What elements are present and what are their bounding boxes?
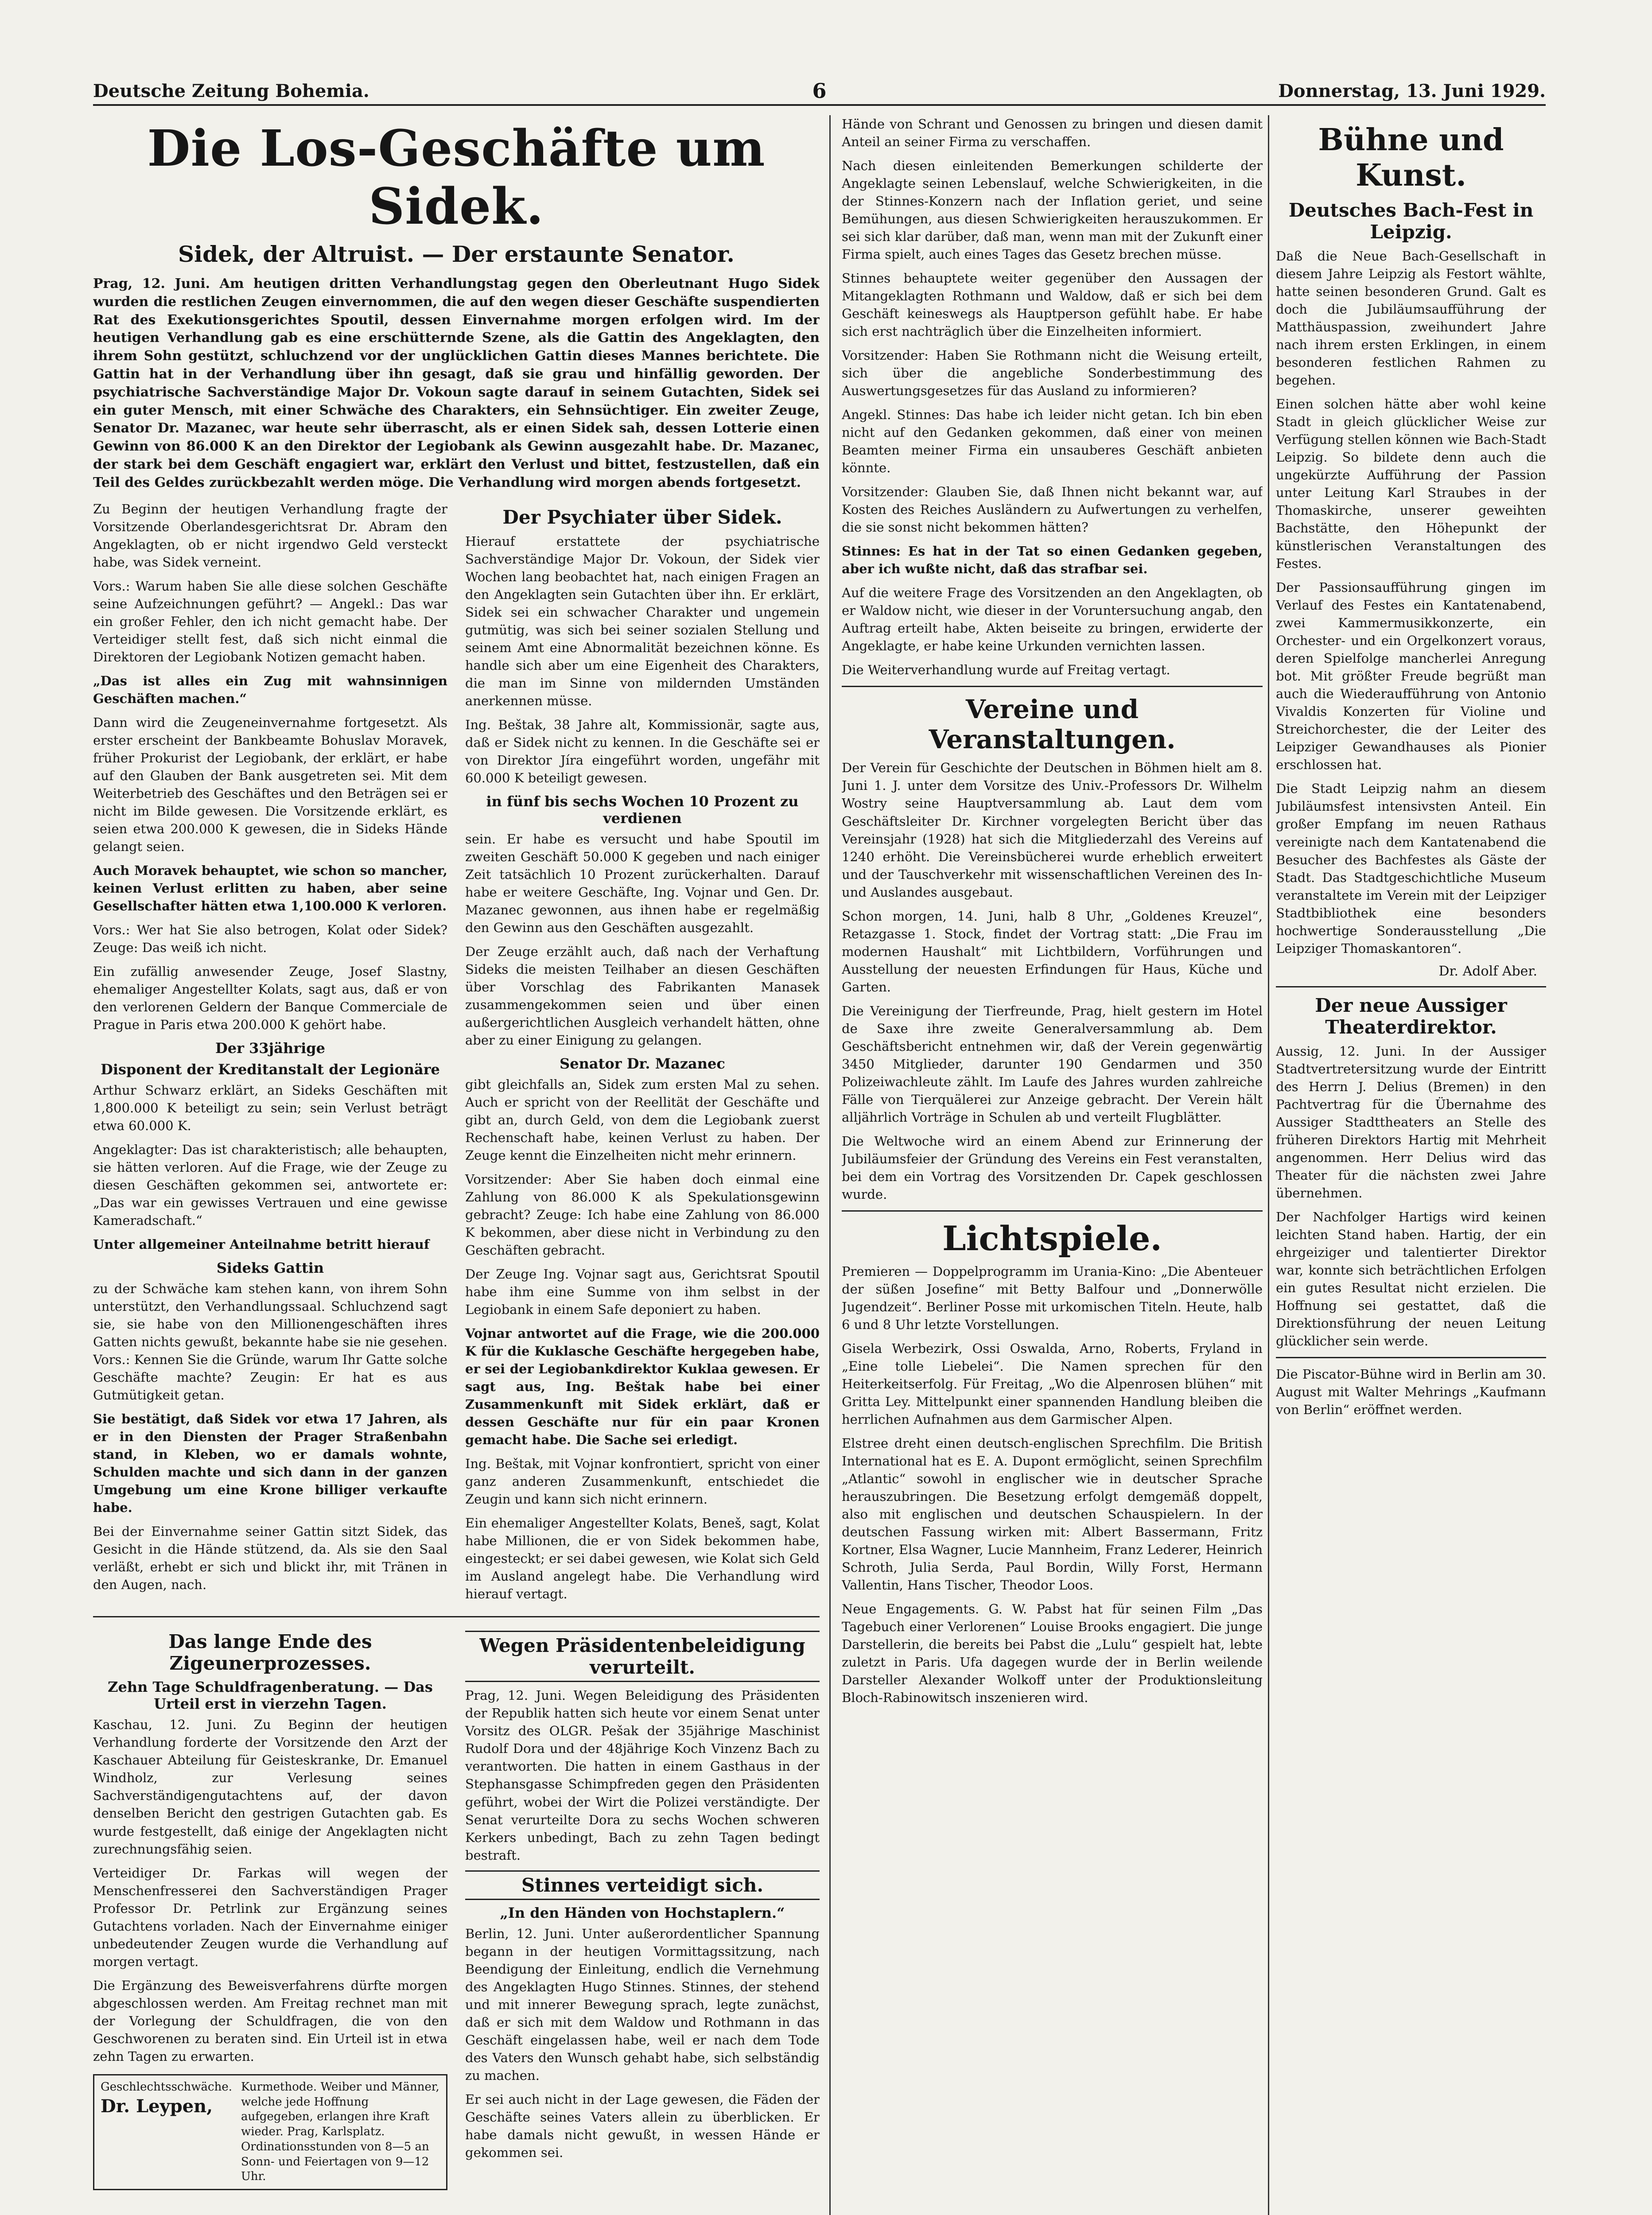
- headline-aussig: Der neue Aussiger Theaterdirektor.: [1315, 994, 1507, 1038]
- ad-title: Dr. Leypen,: [101, 2095, 213, 2117]
- article-paragraph: Die Vereinigung der Tierfreunde, Prag, hielt gestern im Hotel de Saxe ihre zweite Generalversammlung ab. Dem Geschäftsbericht entnehmen wir, daß der Verein gegenwärtig 3450 Mitglieder, darunter 190 Gendarmen und 350 Polizeiwachleute zählt. Im Laufe des Jahres wurden zahlreiche Fälle von Tierquälerei zur Anzeige gebracht. Der Verein hält alljährlich Vorträge in Schulen ab und verteilt Flugblätter.: [842, 1003, 1263, 1125]
- section-heading: Der 33jährige: [215, 1040, 325, 1057]
- headline-praesident: Wegen Präsidentenbeleidigung verurteilt.: [465, 1631, 820, 1682]
- headline-bachfest: Deutsches Bach-Fest in Leipzig.: [1288, 199, 1534, 243]
- section-heading: in fünf bis sechs Wochen 10 Prozent zu verdienen: [486, 793, 799, 827]
- article-paragraph: Hierauf erstattete der psychiatrische Sachverständige Major Dr. Vokoun, der Sidek vier Wochen lang beobachtet hat, nach einigen Fragen an den Angeklagten sein Gutachten über ihn. Er erklärt, Sidek sei ein schwacher Charakter und ungemein gutmütig, was sich bei seiner sozialen Stellung und seinem Amt eine Abnormalität bezeichnen könne. Es handle sich aber um eine Eigenheit des Charakters, die man im Sinne von mildernden Umständen anerkennen müsse.: [465, 533, 820, 708]
- article-paragraph: Premieren — Doppelprogramm im Urania-Kino: „Die Abenteuer der süßen Josefine“ mit Betty Balfour und „Donnerwölle Jugendzeit“. Berliner Posse mit urkomischen Titeln. Heute, halb 6 und 8 Uhr letzte Vorstellungen.: [842, 1263, 1263, 1332]
- sidek-right: [465, 500, 820, 1609]
- article-paragraph: Die Weiterverhandlung wurde auf Freitag vertagt.: [842, 662, 1170, 678]
- article-paragraph: Kaschau, 12. Juni. Zu Beginn der heutigen Verhandlung forderte der Vorsitzende den Arzt der Kaschauer Abteilung für Geisteskranke, Dr. Emanuel Windholz, zur Verlesung seines Sachverständigengutachtens auf, der davon denselben Bericht den gestrigen Gutachten gab. Es wurde festgestellt, daß einige der Angeklagten nicht zurechnungsfähig seien.: [93, 1717, 447, 1857]
- article-paragraph: Einen solchen hätte aber wohl keine Stadt in gleich glücklicher Weise zur Verfügung stellen können wie Bach-Stadt Leipzig. So bildete denn auch die ungekürzte Aufführung der Passion unter Leitung Karl Straubes in der Thomaskirche, unserer geweihten Bachstätte, den Höhepunkt der künstlerischen Veranstaltungen des Festes.: [1276, 396, 1546, 571]
- article-paragraph: Daß die Neue Bach-Gesellschaft in diesem Jahre Leipzig als Festort wählte, hatte seinen besonderen Grund. Galt es doch die Jubiläumsaufführung der Matthäuspassion, zweihundert Jahre nach ihrem ersten Erklingen, in einem besonderen festlichen Rahmen zu begehen.: [1276, 249, 1546, 388]
- subheadline-sidek: Sidek, der Altruist. — Der erstaunte Senator.: [178, 241, 735, 267]
- article-paragraph: Vors.: Warum haben Sie alle diese solchen Geschäfte seine Aufzeichnungen geführt? — Angekl.: Das war ein großer Fehler, den ich nicht gemacht habe. Der Verteidiger stellt fest, daß sich nicht einmal die Direktoren der Legiobank Notizen gemacht haben.: [93, 578, 447, 664]
- lead-paragraph: Prag, 12. Juni. Am heutigen dritten Verhandlungstag gegen den Oberleutnant Hugo Sidek wurden die restlichen Zeugen einvernommen, die auf den wegen dieser Geschäfte suspendierten Rat des Exekutionsgerichtes Spoutil, dessen Einvernahme morgen erfolgen wird. Im der heutigen Verhandlung gab es eine erschütternde Szene, als die Gattin des Angeklagten, den ihrem Sohn gestützt, schluchzend vor der unglücklichen Gattin dieses Mannes berichtete. Die Gattin hat in der Verhandlung über ihn gesagt, daß sie grau und hinfällig geworden. Der psychiatrische Sachverständige Major Dr. Vokoun sagte darauf in seinem Gutachten, Sidek sei ein guter Mensch, mit einer Schwäche des Charakters, ein Sehnsüchtiger. Ein zweiter Zeuge, Senator Dr. Mazanec, war heute sehr überrascht, als er einen Sidek sah, dessen Lotterie einen Gewinn von 86.000 K an den Direktor der Legiobank als Gewinn ausgezahlt habe. Dr. Mazanec, der stark bei dem Geschäft engagiert war, erklärt den Verlust und bittet, festzustellen, daß ein Teil des Geldes zurückbezahlt werden möge. Die Verhandlung wird morgen abends fortgesetzt.: [93, 276, 820, 490]
- section-heading: Disponent der Kreditanstalt der Legionäre: [101, 1061, 440, 1078]
- article-paragraph: Arthur Schwarz erklärt, an Sideks Geschäften mit 1,800.000 K beteiligt zu sein; sein Verlust beträgt etwa 60.000 K.: [93, 1083, 447, 1134]
- article-paragraph: Auf die weitere Frage des Vorsitzenden an den Angeklagten, ob er Waldow nicht, wie dieser in der Voruntersuchung angab, den Auftrag erteilt habe, Akten beiseite zu bringen, erwiderte der Angeklagte, er habe keine Urkunden vernichten lassen.: [842, 585, 1263, 654]
- article-paragraph: Der Zeuge erzählt auch, daß nach der Verhaftung Sideks die meisten Teilhaber an diesen Geschäften über Vorschlag des Fabrikanten Manasek zusammengekommen seien und über einen außergerichtlichen Ausgleich verhandelt hätten, ohne aber zu einer Einigung zu gelangen.: [465, 944, 820, 1048]
- headline-zigeuner: Das lange Ende des Zigeunerprozesses.: [168, 1631, 372, 1675]
- column-rule: [829, 115, 831, 2215]
- article-paragraph: Auch Moravek behauptet, wie schon so mancher, keinen Verlust erlitten zu haben, aber seine Gesellschafter hätten etwa 1,100.000 K verloren.: [93, 863, 447, 913]
- column-middle: [842, 115, 1263, 2215]
- masthead: Deutsche Zeitung Bohemia.: [93, 80, 369, 101]
- article-paragraph: Der Zeuge Ing. Vojnar sagt aus, Gerichtsrat Spoutil habe ihm eine Summe von ihm selbst in der Legiobank in einem Safe deponiert zu haben.: [465, 1267, 820, 1317]
- article-paragraph: Der Nachfolger Hartigs wird keinen leichten Stand haben. Hartig, der ein ehrgeiziger und talentierter Direktor war, konnte sich beträchtlichen Erfolgen ein gutes Resultat nicht erzielen. Die Hoffnung sei gestattet, daß die Direktionsführung der neuen Leitung glücklicher sein werde.: [1276, 1209, 1546, 1348]
- article-paragraph: Berlin, 12. Juni. Unter außerordentlicher Spannung begann in der heutigen Vormittagssitzung, nach Beendigung der Einleitung, endlich die Vernehmung des Angeklagten Hugo Stinnes. Stinnes, der stehend und mit innerer Bewegung sprach, legte zunächst, daß er sich mit dem Waldow und Rothmann in das Geschäft eingelassen habe, weil er nach dem Tode des Vaters den Wunsch gehabt habe, sich selbständig zu machen.: [465, 1926, 820, 2083]
- divider: [93, 1616, 820, 1617]
- article-paragraph: Ein ehemaliger Angestellter Kolats, Beneš, sagt, Kolat habe Millionen, die er von Sidek bekommen habe, eingesteckt; er sei dabei gewesen, wie Kolat sich Geld im Ausland angelegt habe. Die Verhandlung wird hierauf vertagt.: [465, 1516, 820, 1602]
- zigeuner-article: [93, 1624, 447, 2190]
- page-number: 6: [812, 79, 827, 103]
- article-paragraph: Neue Engagements. G. W. Pabst hat für seinen Film „Das Tagebuch einer Verlorenen“ Louise Brooks engagiert. Die junge Darstellerin, die bereits bei Pabst die „Lulu“ gespielt hat, lebte zuletzt in Paris. Ufa dagegen wurde der in Berlin weilende Darsteller Alexander Wolkoff unter der Produktionsleitung Bloch-Rabinowitsch inszenieren wird.: [842, 1601, 1263, 1706]
- article-paragraph: Unter allgemeiner Anteilnahme betritt hierauf: [93, 1237, 430, 1252]
- article-paragraph: Schon morgen, 14. Juni, halb 8 Uhr, „Goldenes Kreuzel“, Retazgasse 1. Stock, findet der Vortrag statt: „Die Frau im modernen Haushalt“ mit Lichtbildern, Vorführungen und Ausstellung der neuesten Erfindungen für Haus, Küche und Garten.: [842, 908, 1263, 995]
- author-signature: Dr. Adolf Aber.: [1438, 963, 1537, 979]
- article-paragraph: Stinnes behauptete weiter gegenüber den Aussagen der Mitangeklagten Rothmann und Waldow, daß er sich bei dem Geschäft keineswegs als Hauptperson gefühlt habe. Er habe sich erst nachträglich über die Einzelheiten informiert.: [842, 271, 1263, 339]
- advertisement: [93, 2074, 447, 2191]
- section-heading: Der Psychiater über Sidek.: [502, 506, 782, 528]
- article-paragraph: Er sei auch nicht in der Lage gewesen, die Fäden der Geschäfte seines Vaters allein zu überblicken. Er habe damals nicht gewußt, in wessen Hände er gekommen sei.: [465, 2091, 820, 2160]
- issue-date: Donnerstag, 13. Juni 1929.: [1278, 80, 1546, 101]
- article-paragraph: Angeklagter: Das ist charakteristisch; alle behaupten, sie hätten verloren. Auf die Frage, wie der Zeuge zu diesen Geschäften gekommen sei, antwortete er: „Das war ein gewisses Vertrauen und eine gewisse Kameradschaft.“: [93, 1142, 447, 1228]
- article-paragraph: Angekl. Stinnes: Das habe ich leider nicht getan. Ich bin eben nicht auf den Gedanken gekommen, daß einer von meinen Beamten meiner Firma ein unsauberes Geschäft anbieten könnte.: [842, 407, 1263, 476]
- headline-lichtspiele: Lichtspiele.: [942, 1218, 1162, 1258]
- article-paragraph: Die Ergänzung des Beweisverfahrens dürfte morgen abgeschlossen werden. Am Freitag rechnet man mit der Vorlegung der Schuldfragen, die von den Geschworenen zu beraten sind. Ein Urteil ist in etwa zehn Tagen zu erwarten.: [93, 1978, 447, 2064]
- article-paragraph: Sie bestätigt, daß Sidek vor etwa 17 Jahren, als er in den Diensten der Prager Straßenbahn stand, in Kleben, wo er damals wohnte, Schulden machte und sich dann in der ganzen Umgebung um eine Krone billiger verkaufte habe.: [93, 1411, 447, 1516]
- ad-text: Kurmethode. Weiber und Männer, welche jede Hoffnung aufgegeben, erlangen ihre Kraft wieder. Prag, Karlsplatz. Ordinationsstunden von 8—5 an Sonn- und Feiertagen von 9—12 Uhr.: [241, 2080, 439, 2184]
- divider: [842, 1210, 1263, 1212]
- lower-right-articles: [465, 1624, 820, 2190]
- article-paragraph: Elstree dreht einen deutsch-englischen Sprechfilm. Die British International hat es E. A. Dupont ermöglicht, seinen Sprechfilm „Atlantic“ sowohl in englischer wie in deutscher Sprache herauszubringen. Die Besetzung erfolgt demgemäß doppelt, also mit englischen und deutschen Schauspielern. In der deutschen Fassung wirken mit: Albert Bassermann, Fritz Kortner, Elsa Wagner, Lucie Mannheim, Franz Lederer, Heinrich Schroth, Julia Serda, Paul Bordin, Willy Forst, Hermann Vallentin, Hans Tischer, Theodor Loos.: [842, 1435, 1263, 1593]
- headline-stinnes: Stinnes verteidigt sich.: [465, 1870, 820, 1900]
- divider: [1276, 986, 1546, 987]
- divider: [842, 686, 1263, 687]
- column-right: [1276, 115, 1546, 2215]
- article-paragraph: zu der Schwäche kam stehen kann, von ihrem Sohn unterstützt, den Verhandlungssaal. Schluchzend sagt sie, sie habe von den Millionengeschäften ihres Gatten nichts gewußt, bekannte habe sie nie gesehen. Vors.: Kennen Sie die Gründe, warum Ihr Gatte solche Geschäfte machte? Zeugin: Er hat es aus Gutmütigkeit getan.: [93, 1281, 447, 1403]
- article-paragraph: Ing. Beštak, 38 Jahre alt, Kommissionär, sagte aus, daß er Sidek nicht zu kennen. In die Geschäfte sei er von Direktor Jíra eingeführt worden, ungefähr mit 60.000 K beteiligt gewesen.: [465, 717, 820, 785]
- headline-buehne: Bühne und Kunst.: [1318, 122, 1504, 193]
- headline-vereine: Vereine und Veranstaltungen.: [929, 694, 1176, 755]
- lower-articles: [93, 1624, 820, 2190]
- article-paragraph: gibt gleichfalls an, Sidek zum ersten Mal zu sehen. Auch er spricht von der Reellität der Geschäfte und gibt an, durch Geld, von dem die Legiobank zuerst Rechenschaft habe, keinen Verlust zu haben. Der Zeuge kennt die Einzelheiten nicht mehr erinnern.: [465, 1076, 820, 1163]
- article-paragraph: „Das ist alles ein Zug mit wahnsinnigen Geschäften machen.“: [93, 673, 447, 706]
- article-paragraph: Die Piscator-Bühne wird in Berlin am 30. August mit Walter Mehrings „Kaufmann von Berlin“ eröffnet werden.: [1276, 1366, 1546, 1417]
- subheadline-zigeuner: Zehn Tage Schuldfragenberatung. — Das Urteil erst in vierzehn Tagen.: [108, 1679, 433, 1713]
- article-paragraph: Hände von Schrant und Genossen zu bringen und diesen damit Anteil an seiner Firma zu verschaffen.: [842, 117, 1263, 150]
- sidek-body: [93, 500, 820, 1609]
- subheadline-stinnes: „In den Händen von Hochstaplern.“: [500, 1904, 785, 1921]
- article-paragraph: Nach diesen einleitenden Bemerkungen schilderte der Angeklagte seinen Lebenslauf, welche Schwierigkeiten, in die der Stinnes-Konzern nach der Inflation geriet, und seine Bemühungen, aus diesen Schwierigkeiten herauszukommen. Er sei sich klar darüber, daß man, wenn man mit der Zukunft einer Firma spielt, auch eines Tages das Gesetz brechen müsse.: [842, 158, 1263, 262]
- page-header: [93, 78, 1546, 106]
- article-paragraph: sein. Er habe es versucht und habe Spoutil im zweiten Geschäft 50.000 K gegeben und nach einiger Zeit tatsächlich 10 Prozent zurückerhalten. Darauf habe er weitere Geschäfte, Ing. Vojnar und Gen. Dr. Mazanec gewonnen, aus ihnen habe er regelmäßig den Gewinn aus den Geschäften ausgezahlt.: [465, 831, 820, 935]
- article-paragraph: Zu Beginn der heutigen Verhandlung fragte der Vorsitzende Oberlandesgerichtsrat Dr. Abram den Angeklagten, ob er nicht irgendwo Geld versteckt habe, was Sidek verneint.: [93, 501, 447, 570]
- article-paragraph: Die Stadt Leipzig nahm an diesem Jubiläumsfest intensivsten Anteil. Ein großer Empfang im neuen Rathaus vereinigte nach dem Kantatenabend die Besucher des Bachfestes als Gäste der Stadt. Das Stadtgeschichtliche Museum veranstaltete im Verein mit der Leipziger Stadtbibliothek eine besonders hochwertige Sonderausstellung „Die Leipziger Thomaskantoren“.: [1276, 781, 1546, 956]
- ad-left: [101, 2080, 232, 2185]
- article-paragraph: Ing. Beštak, mit Vojnar konfrontiert, spricht von einer ganz anderen Zusammenkunft, entschiedet die Zeugin und kann sich nicht erinnern.: [465, 1456, 820, 1507]
- article-paragraph: Vorsitzender: Aber Sie haben doch einmal eine Zahlung von 86.000 K als Spekulationsgewinn gebracht? Zeuge: Ich habe eine Zahlung von 86.000 K bekommen, aber diese nicht in Verbindung zu den Geschäften gebracht.: [465, 1172, 820, 1258]
- article-paragraph: Verteidiger Dr. Farkas will wegen der Menschenfresserei den Sachverständigen Prager Professor Dr. Petrlink zur Ergänzung seines Gutachtens vorladen. Nach der Einvernahme einiger unbedeutender Zeugen wurde die Verhandlung auf morgen vertagt.: [93, 1865, 447, 1969]
- article-paragraph: Bei der Einvernahme seiner Gattin sitzt Sidek, das Gesicht in die Hände stützend, da. Als sie den Saal verläßt, erhebt er sich und blickt ihr, mit Tränen in den Augen, nach.: [93, 1524, 447, 1593]
- divider: [1276, 1357, 1546, 1358]
- article-paragraph: Vorsitzender: Haben Sie Rothmann nicht die Weisung erteilt, sich über die angebliche Sonderbestimmung des Auswertungsgesetzes für das Ausland zu informieren?: [842, 348, 1263, 399]
- ad-small-title: Geschlechtsschwäche.: [101, 2080, 232, 2094]
- article-paragraph: Die Weltwoche wird an einem Abend zur Erinnerung der Jubiläumsfeier der Gründung des Vereins ein Fest veranstalten, bei dem ein Vortrag des Vorsitzenden Dr. Capek geschlossen wurde.: [842, 1133, 1263, 1202]
- article-paragraph: Ein zufällig anwesender Zeuge, Josef Slastny, ehemaliger Angestellter Kolats, sagt aus, daß er von den verlorenen Geldern der Banque Commerciale de Prague in Paris etwa 200.000 K gehört habe.: [93, 964, 447, 1032]
- article-paragraph: Stinnes: Es hat in der Tat so einen Gedanken gegeben, aber ich wußte nicht, daß das strafbar sei.: [842, 544, 1263, 577]
- article-paragraph: Vorsitzender: Glauben Sie, daß Ihnen nicht bekannt war, auf Kosten des Reiches Ausländern zu Aufwertungen zu verhelfen, die sie sonst nicht bekommen hätten?: [842, 484, 1263, 535]
- article-paragraph: Gisela Werbezirk, Ossi Oswalda, Arno, Roberts, Fryland in „Eine tolle Liebelei“. Die Namen sprechen für den Heiterkeitserfolg. Für Freitag, „Wo die Alpenrosen blühen“ mit Gritta Ley. Mittelpunkt einer spannenden Handlung bleiben die herrlichen Aufnahmen aus dem Garmischer Alpen.: [842, 1341, 1263, 1427]
- article-paragraph: Der Passionsaufführung gingen im Verlauf des Festes ein Kantatenabend, zwei Kammermusikkonzerte, ein Orchester- und ein Orgelkonzert voraus, deren Spielfolge mancherlei Anregung bot. Mit größter Freude begrüßt man auch die Wiederaufführung von Antonio Vivaldis Konzerten für Violine und Streichorchester, die der Leiter des Leipziger Gewandhauses als Pionier erschlossen hat.: [1276, 580, 1546, 773]
- article-paragraph: Vojnar antwortet auf die Frage, wie die 200.000 K für die Kuklasche Geschäfte hergegeben habe, er sei der Legiobankdirektor Kuklaa gewesen. Er sagt aus, Ing. Beštak habe bei einer Zusammenkunft mit Sidek erklärt, daß er dessen Geschäfte nur für ein paar Kronen gemacht habe. Die Sache sei erledigt.: [465, 1326, 820, 1448]
- article-paragraph: Dann wird die Zeugeneinvernahme fortgesetzt. Als erster erscheint der Bankbeamte Bohuslav Moravek, früher Prokurist der Legiobank, der erklärt, er habe auf den Glauben der Bank ausgetreten sei. Mit dem Weiterbetrieb des Geschäftes und den Beträgen sei er nicht im Bilde gewesen. Die Vorsitzende erklärt, es seien etwa 200.000 K gewesen, die in Sideks Hände gelangt seien.: [93, 715, 447, 854]
- section-heading: Senator Dr. Mazanec: [560, 1055, 725, 1072]
- article-paragraph: Der Verein für Geschichte der Deutschen in Böhmen hielt am 8. Juni 1. J. unter dem Vorsitze des Univ.-Professors Dr. Wilhelm Wostry seine Hauptversammlung ab. Laut dem vom Geschäftsleiter Dr. Kirchner vorgelegten Bericht über das Vereinsjahr (1928) hat sich die Mitgliederzahl des Vereins auf 1240 erhöht. Die Vereinsbücherei wurde erheblich erweitert und der Tauschverkehr mit wissenschaftlichen Vereinen des In- und Auslandes ausgebaut.: [842, 760, 1263, 900]
- column-rule: [1268, 115, 1269, 2215]
- sidek-left: [93, 500, 447, 1609]
- section-heading: Sideks Gattin: [216, 1259, 324, 1277]
- article-paragraph: Vors.: Wer hat Sie also betrogen, Kolat oder Sidek? Zeuge: Das weiß ich nicht.: [93, 922, 447, 955]
- article-paragraph: Aussig, 12. Juni. In der Aussiger Stadtvertretersitzung wurde der Eintritt des Herrn J. Delius (Bremen) in den Pachtvertrag für die Übernahme des Aussiger Stadttheaters an Stelle des früheren Direktors Hartig mit Mehrheit angenommen. Herr Delius wird das Theater für die nächsten zwei Jahre übernehmen.: [1276, 1043, 1546, 1201]
- column-sidek: [93, 115, 820, 2215]
- headline-sidek: Die Los-Geschäfte um Sidek.: [147, 120, 766, 236]
- article-paragraph: Prag, 12. Juni. Wegen Beleidigung des Präsidenten der Republik hatten sich heute vor einem Senat unter Vorsitz des OLGR. Pešak der 35jährige Maschinist Rudolf Dora und der 48jährige Koch Vinzenz Bach zu verantworten. Die hatten in einem Gasthaus in der Stephansgasse Schimpfreden gegen den Präsidenten geführt, wobei der Wirt die Polizei verständigte. Der Senat verurteilte Dora zu sechs Wochen schweren Kerkers unbedingt, Bach zu zehn Tagen bedingt bestraft.: [465, 1688, 820, 1863]
